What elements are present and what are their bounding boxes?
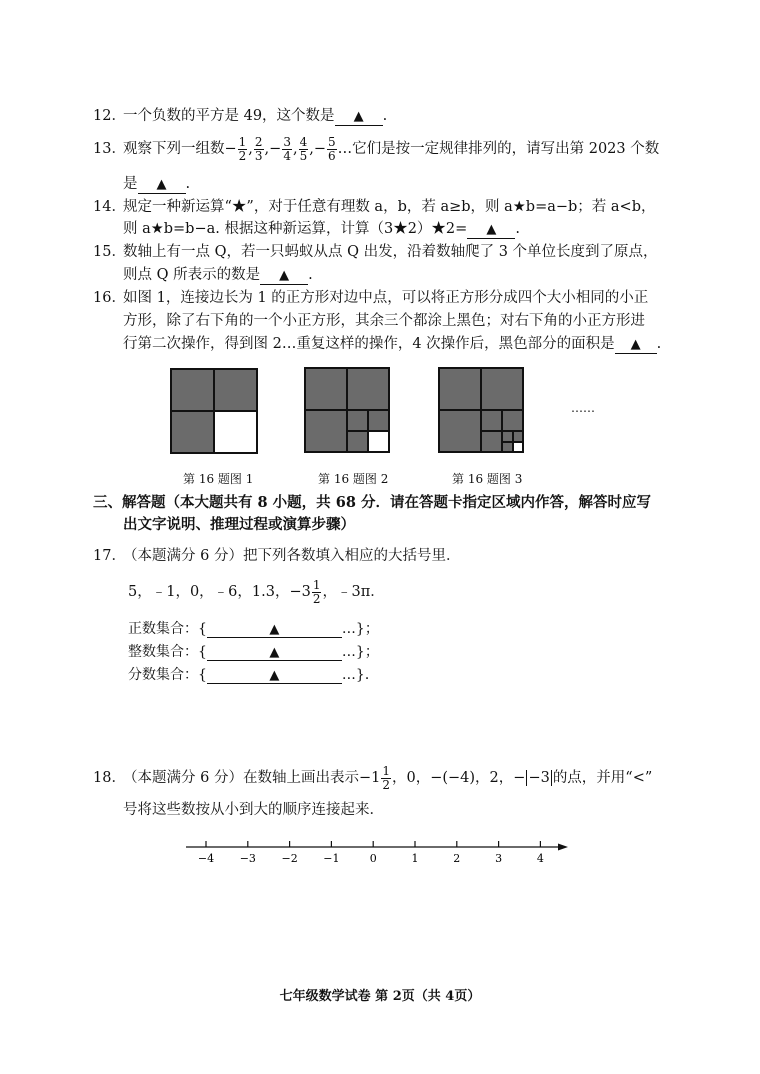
black-cell [481, 368, 523, 410]
sequence-term: − $\frac{1}{2}$ , [224, 134, 253, 163]
answer-blank[interactable]: ▲ [260, 267, 308, 285]
question-16-line-2: 方形，除了右下角的一个小正方形，其余三个都涂上黑色；对右下角的小正方形进 [123, 313, 645, 329]
sequence-term: − $\frac{3}{4}$ , [269, 134, 298, 163]
mixed-fraction: $\frac{1}{2}$ [312, 577, 321, 606]
mixed-fraction: $\frac{1}{2}$ [382, 763, 390, 792]
figure-ellipsis: …… [571, 401, 595, 415]
question-text: …它们是按一定规律排列的，请写出第 2023 个数 [337, 141, 660, 157]
question-13 [93, 134, 659, 164]
black-cell [481, 431, 502, 452]
answer-blank[interactable]: ▲ [467, 221, 515, 239]
black-cell [368, 410, 389, 431]
positive-set-row: 正数集合：{ ▲ …}； [128, 621, 379, 637]
black-cell [513, 431, 523, 442]
figure-1-square [170, 368, 258, 454]
black-cell [171, 369, 214, 411]
integer-set-row: 整数集合：{ ▲ …}； [128, 644, 379, 660]
fraction-sequence [224, 134, 338, 163]
integer-set-blank[interactable]: ▲ [207, 645, 342, 661]
black-cell [502, 431, 513, 442]
axis-label: 1 [411, 852, 419, 865]
black-cell [347, 368, 389, 410]
figure-3-square [438, 367, 524, 453]
question-text: 一个负数的平方是 49，这个数是 [123, 108, 335, 124]
axis-label: −2 [281, 852, 298, 865]
axis-ticks [198, 841, 544, 865]
question-number: 16． [93, 290, 126, 306]
black-cell [305, 410, 347, 452]
black-cell [502, 410, 523, 431]
black-cell [214, 369, 257, 411]
axis-label: −1 [323, 852, 340, 865]
axis-label: 0 [369, 852, 377, 865]
figure-1-caption: 第 16 题图 1 [183, 472, 254, 486]
answer-blank[interactable]: ▲ [138, 176, 186, 194]
abs-bar-right [551, 770, 552, 786]
positive-set-blank[interactable]: ▲ [207, 622, 342, 638]
axis-label: 3 [495, 852, 503, 865]
question-number: 13． [93, 141, 126, 157]
question-16-line-3: 行第二次操作，得到图 2…重复这样的操作，4 次操作后，黑色部分的面积是 ▲ . [123, 336, 662, 352]
question-18-line-2: 号将这些数按从小到大的顺序连接起来． [123, 802, 384, 818]
black-cell [347, 410, 368, 431]
black-cell [305, 368, 347, 410]
question-text: 观察下列一组数 [123, 141, 225, 157]
sequence-term: $\frac{2}{3}$ , [254, 134, 270, 163]
axis-label: 2 [453, 852, 461, 865]
figure-2-square [304, 367, 390, 453]
number-line [180, 835, 580, 875]
section-3-heading-line-2: 出文字说明、推理过程或演算步骤） [123, 516, 355, 533]
axis-label: −4 [197, 852, 215, 865]
sequence-term: − $\frac{5}{6}$ [313, 134, 336, 163]
question-16 [93, 288, 648, 308]
axis-label: −3 [239, 852, 256, 865]
white-cell [214, 411, 257, 453]
q17-numbers: 5，﹣1，0，﹣6，1.3，−3 $\frac{1}{2}$ ，﹣3π． [128, 577, 385, 606]
question-12: 12．一个负数的平方是 49，这个数是 ▲ . [93, 108, 388, 124]
question-text: （本题满分 6 分）在数轴上画出表示 [123, 770, 359, 786]
question-number: 14． [93, 199, 126, 215]
fraction-set-blank[interactable]: ▲ [207, 668, 342, 684]
black-cell [171, 411, 214, 453]
question-text: （本题满分 6 分）把下列各数填入相应的大括号里． [123, 548, 461, 564]
question-number: 15． [93, 244, 126, 260]
question-number: 17． [93, 548, 126, 564]
question-text: 数轴上有一点 Q，若一只蚂蚁从点 Q 出发，沿着数轴爬了 3 个单位长度到了原点， [123, 244, 658, 260]
page-footer: 七年级数学试卷 第 2页（共 4页） [279, 989, 481, 1004]
black-cell [439, 368, 481, 410]
answer-blank[interactable]: ▲ [615, 336, 657, 354]
fraction-set-row: 分数集合：{ ▲ …}． [128, 667, 379, 683]
question-number: 12． [93, 108, 126, 124]
white-cell [513, 442, 523, 452]
question-14-line-2: 则 a★b=b−a. 根据这种新运算，计算（3★2）★2= ▲ . [123, 221, 520, 237]
white-cell [368, 431, 389, 452]
black-cell [439, 410, 481, 452]
question-13-line-2: 是 ▲ . [123, 176, 191, 192]
question-15 [93, 242, 658, 262]
black-cell [481, 410, 502, 431]
question-14 [93, 197, 656, 217]
figure-3-caption: 第 16 题图 3 [452, 472, 523, 486]
question-text: 规定一种新运算“★”，对于任意有理数 a，b，若 a≥b，则 a★b=a−b；若 a<b， [123, 199, 656, 215]
question-text: 如图 1，连接边长为 1 的正方形对边中点，可以将正方形分成四个大小相同的小正 [123, 290, 649, 306]
question-18: 18．（本题满分 6 分）在数轴上画出表示−1 $\frac{1}{2}$ ，0，−(−4)，2，− −3 的点，并用“<” [93, 760, 652, 796]
sequence-term: $\frac{4}{5}$ , [299, 134, 314, 163]
figure-2-caption: 第 16 题图 2 [318, 472, 389, 486]
question-17 [93, 546, 460, 566]
axis-label: 4 [536, 852, 544, 865]
section-3-heading: 三、解答题（本大题共有 8 小题，共 68 分．请在答题卡指定区域内作答，解答时应写 [93, 494, 651, 511]
question-number: 18． [93, 770, 126, 786]
answer-blank[interactable]: ▲ [335, 108, 383, 126]
black-cell [347, 431, 368, 452]
axis-arrow [558, 844, 568, 851]
question-15-line-2: 则点 Q 所表示的数是 ▲ . [123, 267, 313, 283]
black-cell [502, 442, 513, 452]
